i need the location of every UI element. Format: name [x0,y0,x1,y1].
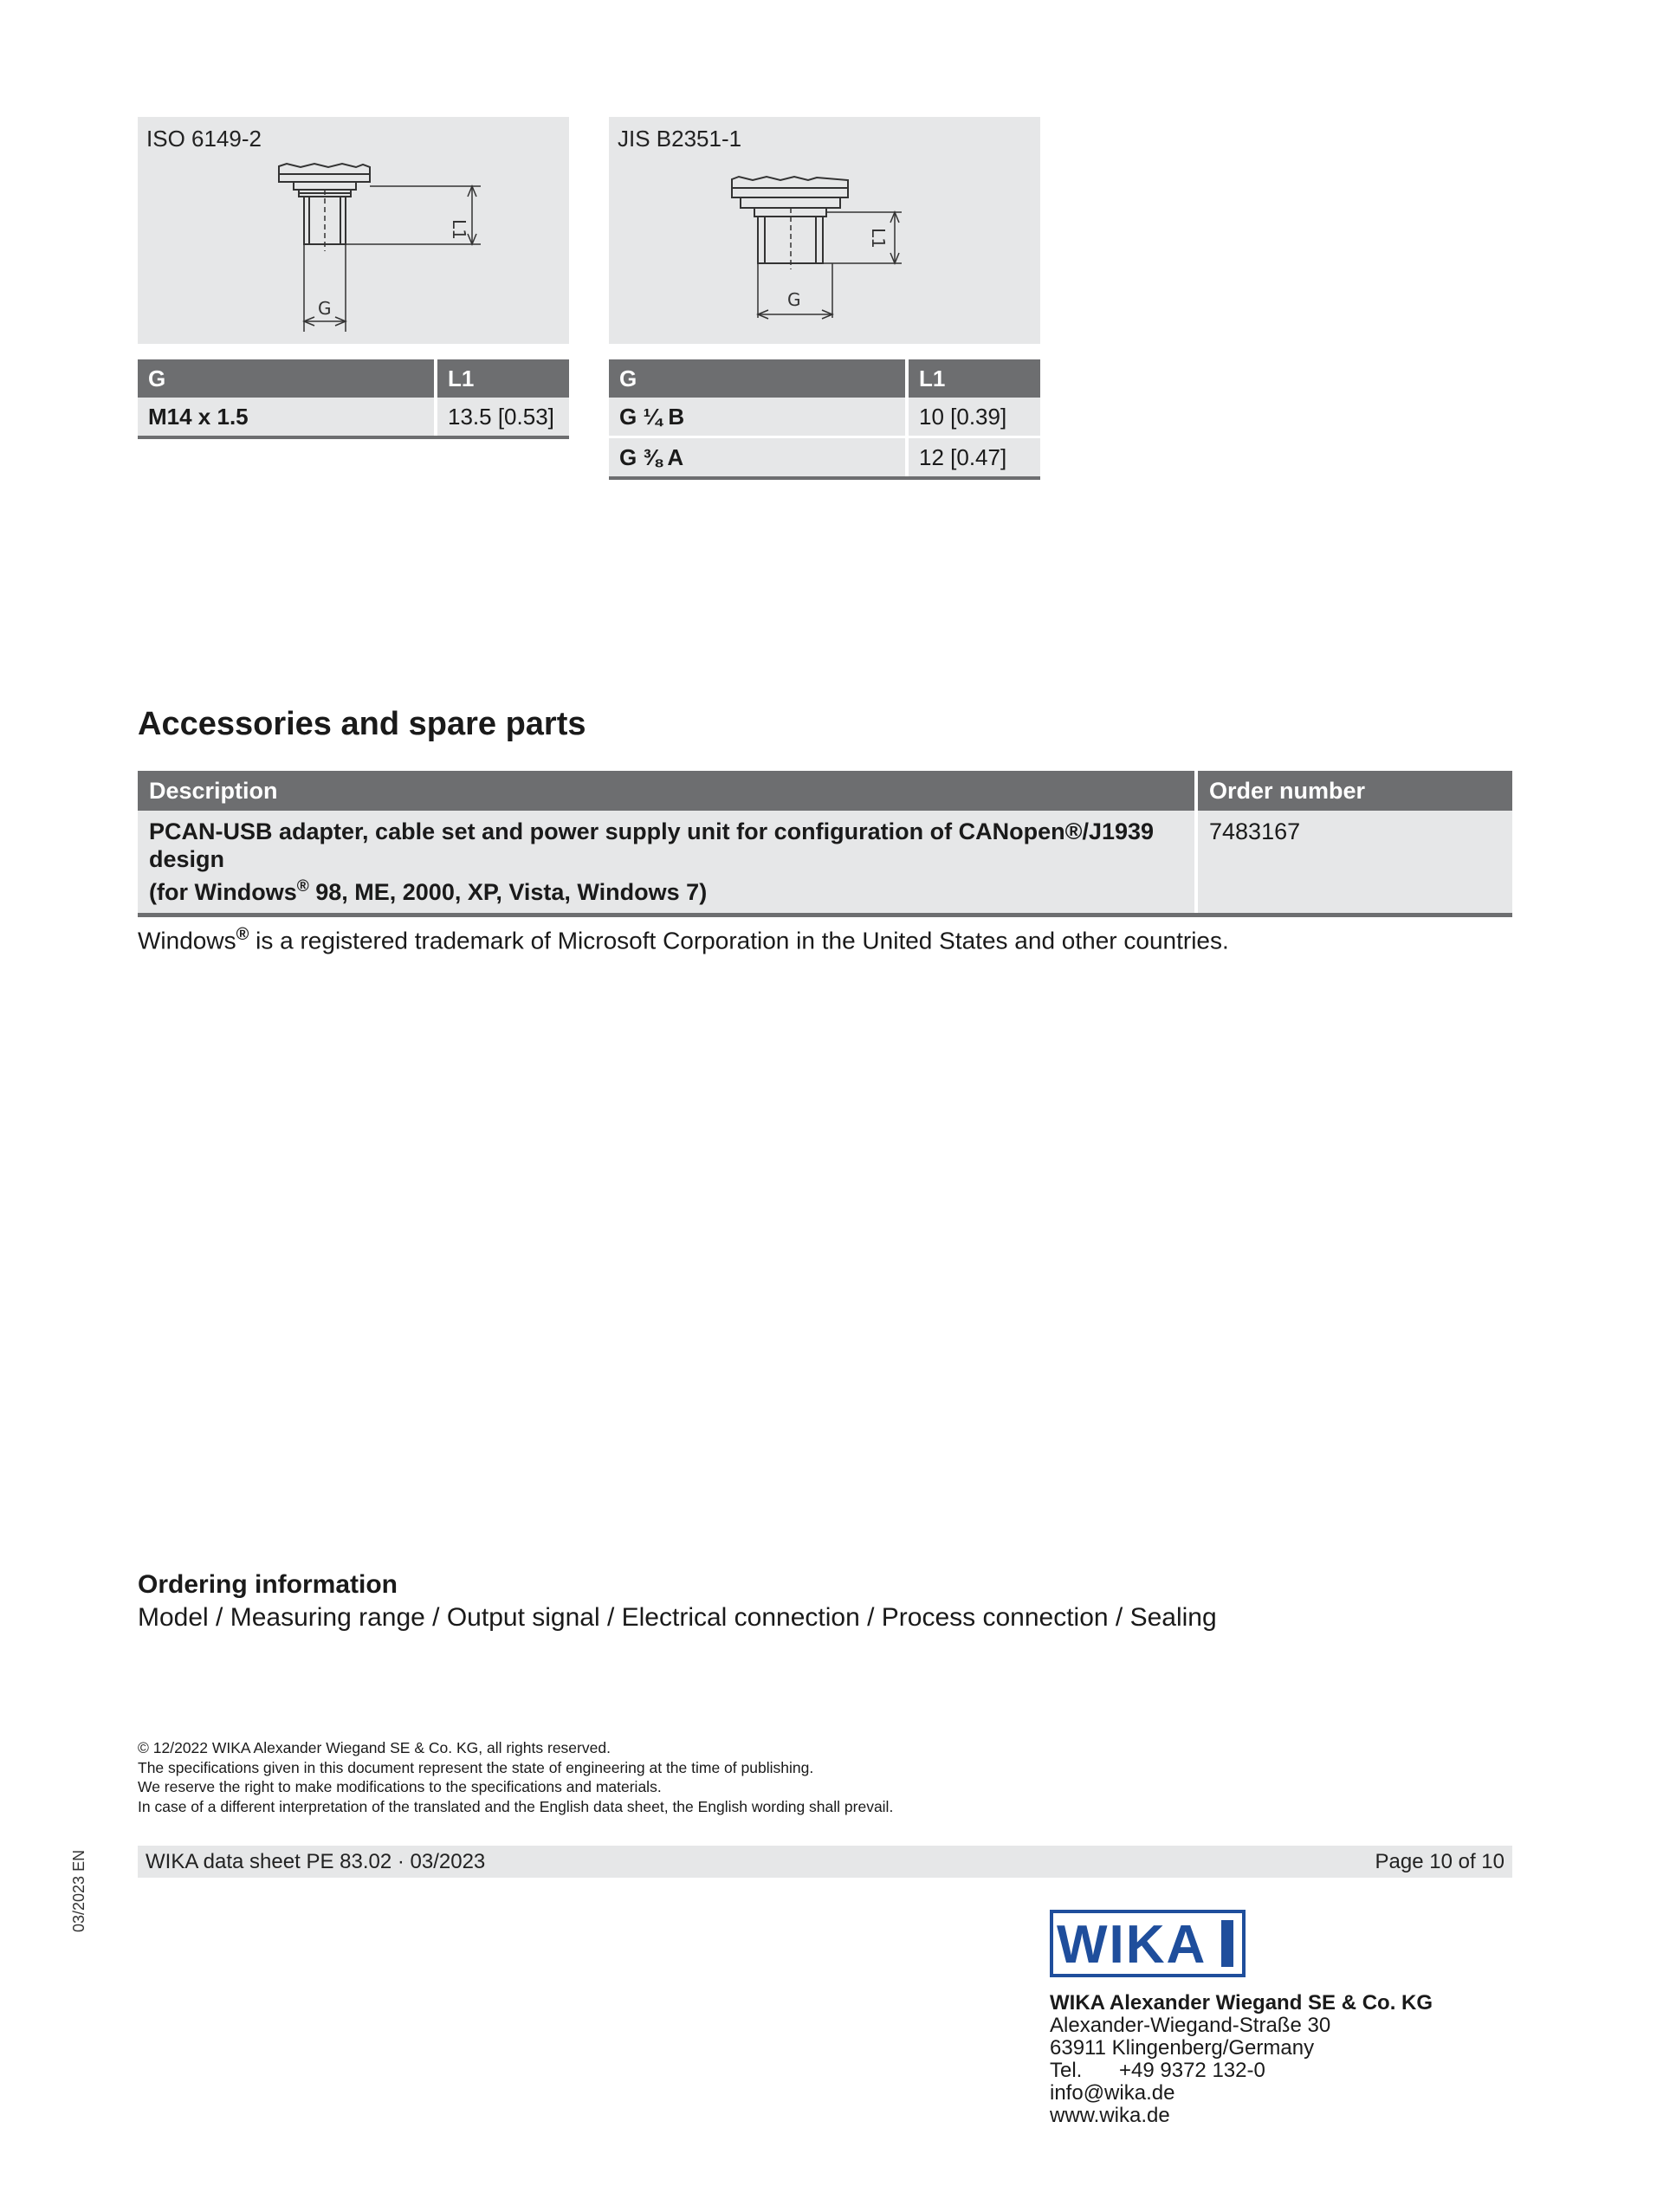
legal-line: In case of a different interpretation of the translated and the English data sheet, the English wording shall prevail. [138,1797,894,1815]
cell-thread: G ¼ B [609,398,907,437]
side-date-text: 03/2023 EN [70,1849,87,1932]
legal-line: © 12/2022 WIKA Alexander Wiegand SE & Co. KG, all rights reserved. [138,1739,611,1756]
dimension-table-iso [138,359,569,439]
phone-number: +49 9372 132-0 [1119,2059,1265,2082]
footer-datasheet: WIKA data sheet PE 83.02 · 03/2023 [146,1850,486,1873]
registered-mark: ® [236,925,249,944]
legal-line: The specifications given in this document represent the state of engineering at the time of publishing. [138,1758,814,1776]
registered-mark: ® [296,877,309,896]
cell-order-number: 7483167 [1196,811,1512,915]
dim-l1-text: L1 [449,219,469,240]
ordering-title: Ordering information [138,1570,398,1599]
column-header-g: G [138,359,436,398]
cell-length: 13.5 [0.53] [436,398,569,437]
table-row [138,398,569,437]
description-line-1: PCAN-USB adapter, cable set and power supply unit for configuration of CANopen®/J1939 design [149,818,1155,872]
phone-label: Tel. [1050,2059,1083,2082]
table-row [609,437,1040,479]
description-line-2a: (for Windows [149,879,297,905]
drawing-standard-label: JIS B2351-1 [618,126,742,152]
company-address [1050,1992,1433,2127]
drawing-jis-b2351-1 [609,117,1040,344]
dim-g-text: G [318,298,332,319]
wika-logo [1050,1910,1246,1977]
address-phone [1050,2060,1433,2082]
column-header-description: Description [138,771,1196,811]
description-line-2b: 98, ME, 2000, XP, Vista, Windows 7) [308,879,708,905]
cell-thread: M14 x 1.5 [138,398,436,437]
accessories-table [138,771,1512,917]
ordering-text: Model / Measuring range / Output signal / Electrical connection / Process connection / Sealing [138,1603,1217,1632]
column-header-order-number: Order number [1196,771,1512,811]
wika-logo-graphic [1050,1910,1246,1977]
cell-length: 10 [0.39] [907,398,1040,437]
cell-description [138,811,1196,915]
legal-line: We reserve the right to make modifications to the specifications and materials. [138,1778,662,1795]
address-website[interactable]: www.wika.de [1050,2104,1170,2127]
footer-page-number: Page 10 of 10 [1375,1850,1504,1873]
trademark-note [138,925,1229,954]
company-name: WIKA Alexander Wiegand SE & Co. KG [1050,1991,1433,2015]
table-row [609,398,1040,437]
cell-length: 12 [0.47] [907,437,1040,479]
table-row [138,811,1512,915]
legal-notice [138,1738,893,1816]
drawing-standard-label: ISO 6149-2 [146,126,262,152]
column-header-l1: L1 [907,359,1040,398]
iso-fitting-drawing [138,117,569,344]
address-city: 63911 Klingenberg/Germany [1050,2036,1315,2060]
logo-text: WIKA [1057,1915,1207,1975]
dim-g-text: G [787,289,801,310]
drawing-iso-6149-2 [138,117,569,344]
table-header-row [138,359,569,398]
trademark-note-a: Windows [138,927,236,954]
dim-l1-text: L1 [868,228,889,249]
table-header-row [138,771,1512,811]
trademark-note-b: is a registered trademark of Microsoft Corporation in the United States and other countries. [249,927,1229,954]
cell-thread: G ⅜ A [609,437,907,479]
dimension-table-jis [609,359,1040,480]
footer-bar [138,1846,1512,1878]
column-header-l1: L1 [436,359,569,398]
section-title-accessories: Accessories and spare parts [138,706,586,742]
address-street: Alexander-Wiegand-Straße 30 [1050,2014,1331,2037]
column-header-g: G [609,359,907,398]
jis-fitting-drawing [609,117,1040,344]
table-header-row [609,359,1040,398]
address-email[interactable]: info@wika.de [1050,2081,1175,2105]
